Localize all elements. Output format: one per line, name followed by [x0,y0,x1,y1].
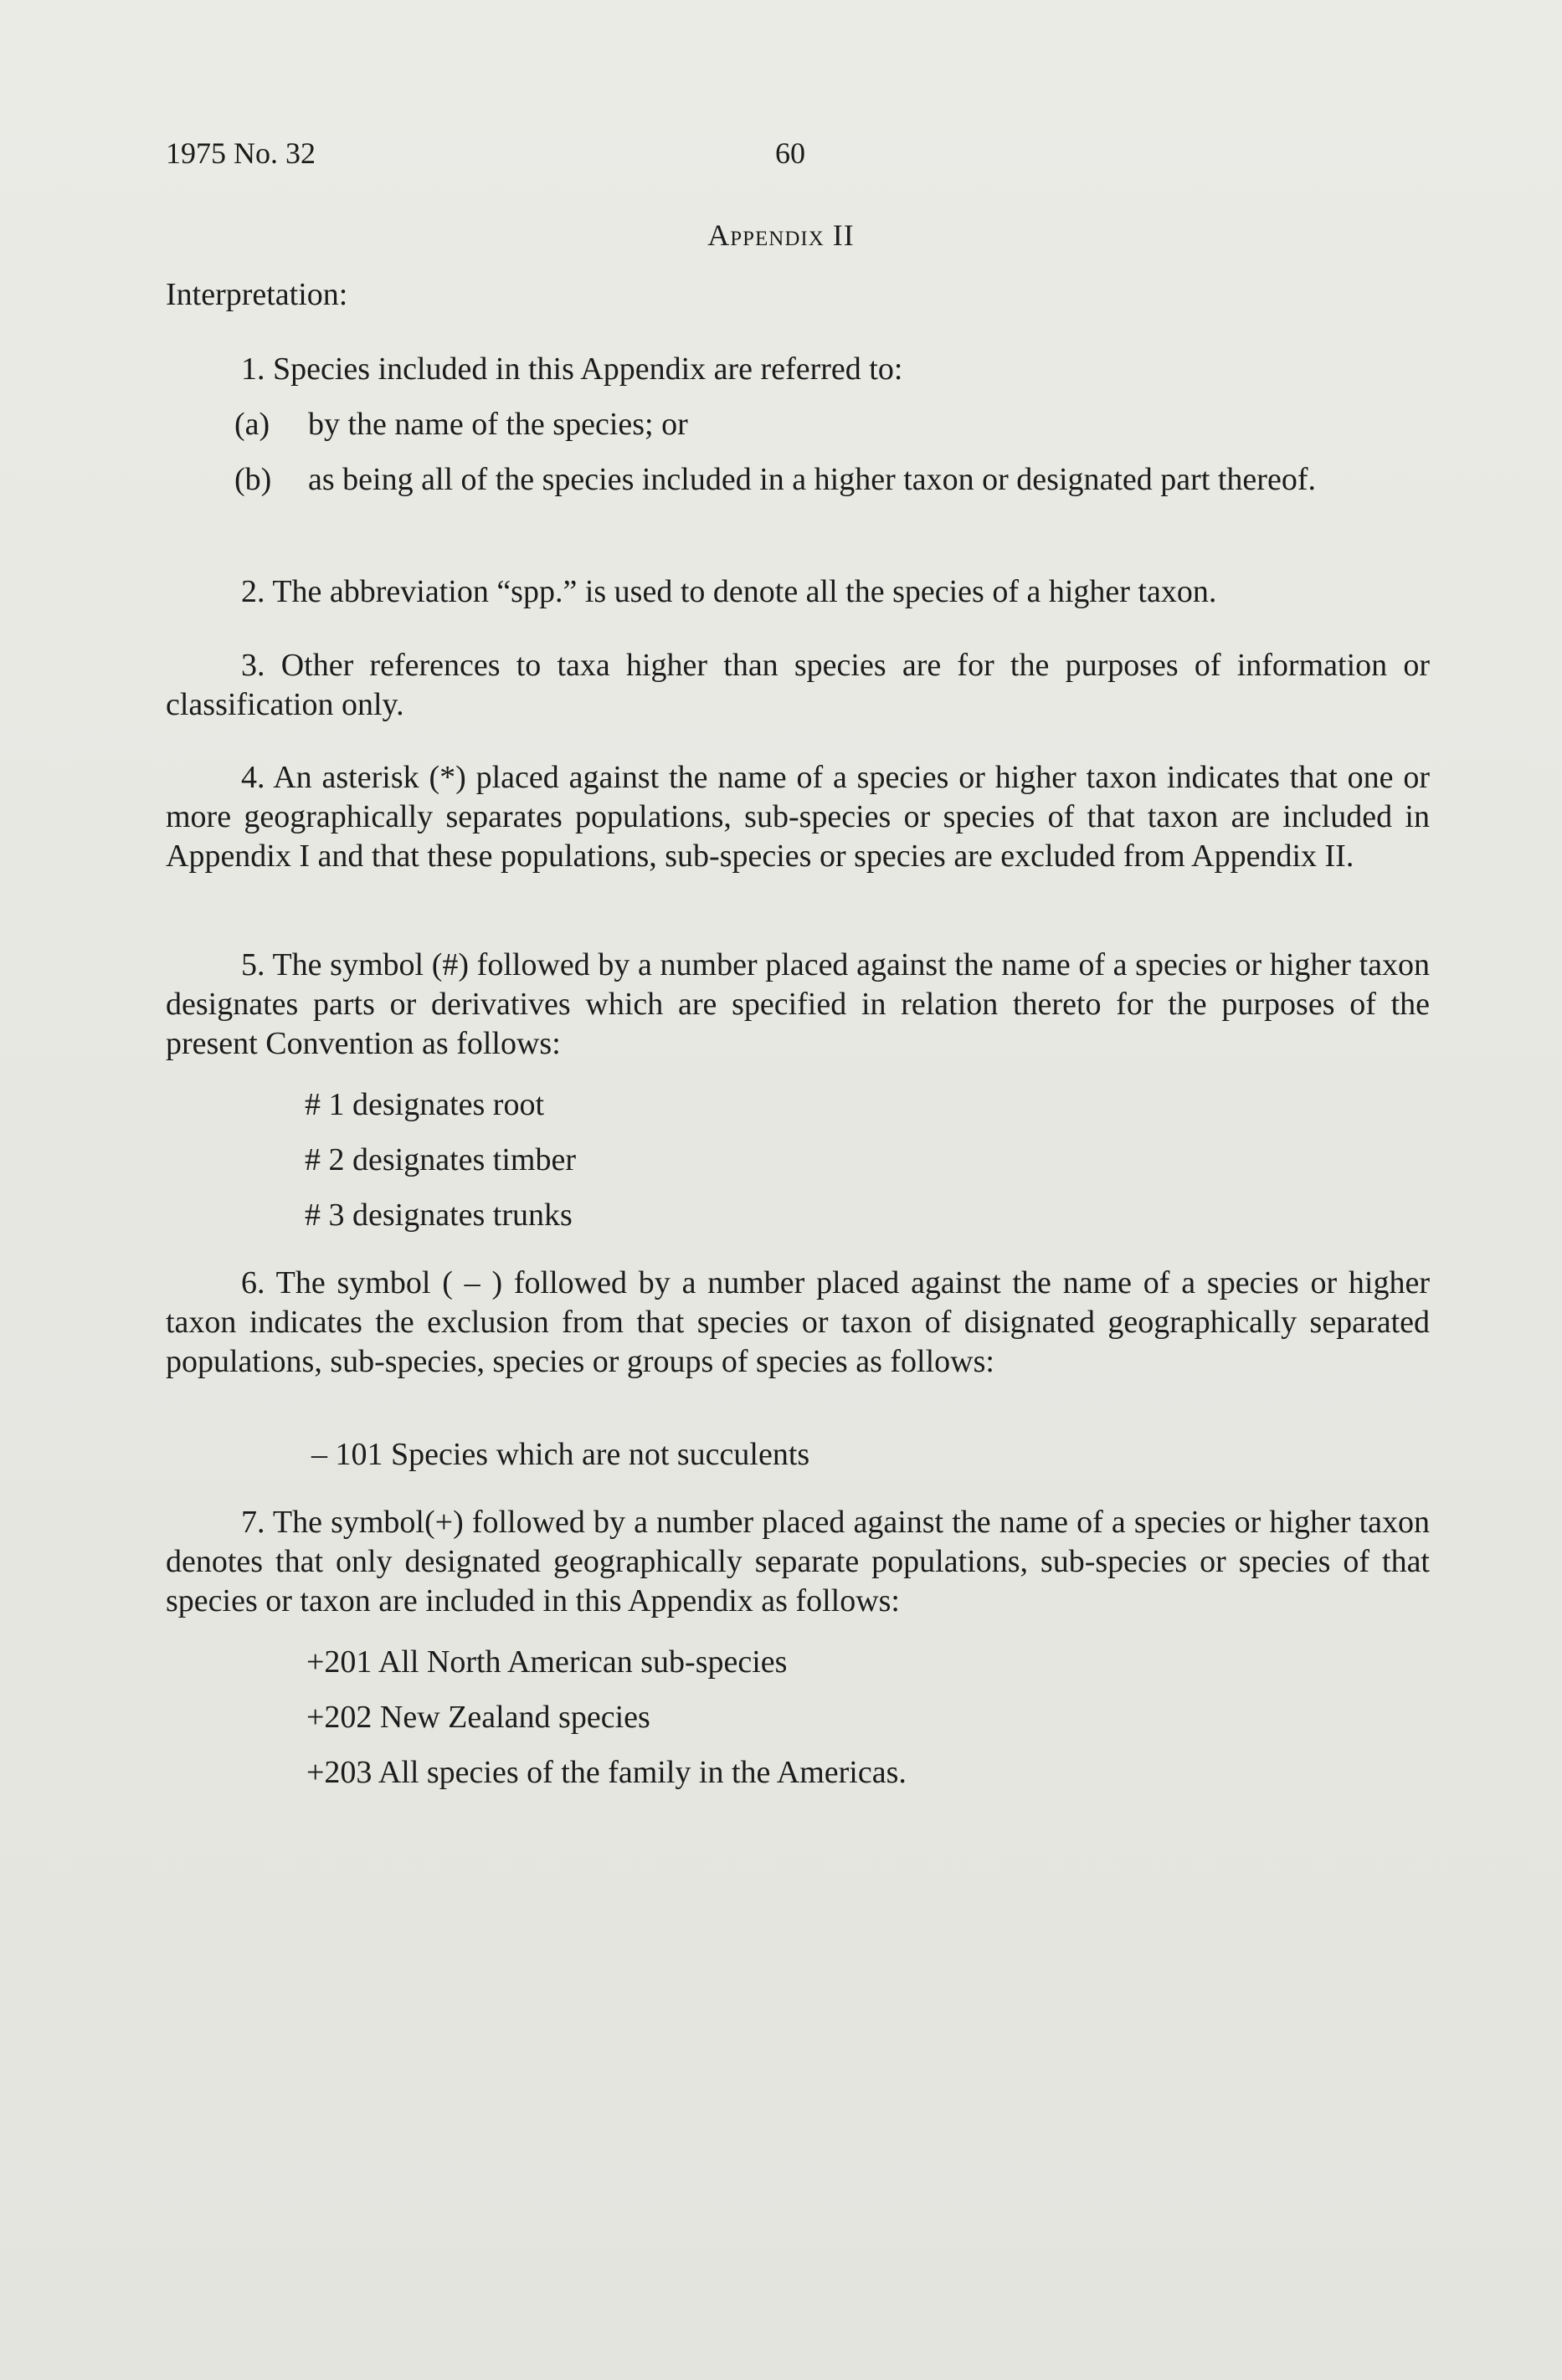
item-1a-text: by the name of the species; or [308,407,688,442]
inclusion-203: +203 All species of the family in the Americas. [306,1755,907,1790]
paragraph-4 [166,758,1430,876]
paragraph-2-text: 2. The abbreviation “spp.” is used to denote all the species of a higher taxon. [241,574,1217,609]
page-header [166,136,1421,186]
item-1b-text: as being all of the species included in a higher taxon or designated part thereof. [308,462,1316,497]
appendix-title: Appendix II [707,218,855,252]
year-number-label: 1975 No. 32 [166,136,316,170]
paragraph-3 [166,646,1430,725]
item-1b [234,460,1430,500]
paragraph-3-text: 3. Other references to taxa higher than species are for the purposes of information or classification only. [166,648,1430,722]
paragraph-5-text: 5. The symbol (#) followed by a number placed against the name of a species or higher taxon designates parts or derivatives which are specified in relation thereto for the purposes of the present Convention as follows: [166,947,1430,1061]
paragraph-2 [166,572,1430,612]
item-1a-label: (a) [234,407,270,442]
paragraph-6-text: 6. The symbol ( – ) followed by a number placed against the name of a species or higher taxon indicates the exclusion from that species or taxon of disignated geographically separated populations, sub-species, species or groups of species as follows: [166,1265,1430,1379]
paragraph-4-text: 4. An asterisk (*) placed against the name of a species or higher taxon indicates that one or more geographically separates populations, sub-species or species of that taxon are included in Appendix I and that these populations, sub-species or species are excluded from Appendix II. [166,760,1430,874]
interpretation-heading: Interpretation: [166,277,348,312]
paragraph-6 [166,1264,1430,1382]
paragraph-7 [166,1503,1430,1621]
paragraph-1-text: 1. Species included in this Appendix are referred to: [241,351,903,387]
item-1a [234,405,1430,444]
designation-3: # 3 designates trunks [305,1198,573,1233]
designation-1: # 1 designates root [305,1087,545,1122]
item-1b-label: (b) [234,462,272,497]
paragraph-1 [166,350,1430,389]
exclusion-101: – 101 Species which are not succulents [311,1437,810,1472]
page-number: 60 [775,136,805,170]
inclusion-201: +201 All North American sub-species [306,1644,788,1680]
inclusion-202: +202 New Zealand species [306,1700,650,1735]
designation-2: # 2 designates timber [305,1142,576,1177]
paragraph-5 [166,946,1430,1064]
paragraph-7-text: 7. The symbol(+) followed by a number placed against the name of a species or higher taxon denotes that only designated geographically separate populations, sub-species or species of that species or taxon are included in this Appendix as follows: [166,1505,1430,1618]
